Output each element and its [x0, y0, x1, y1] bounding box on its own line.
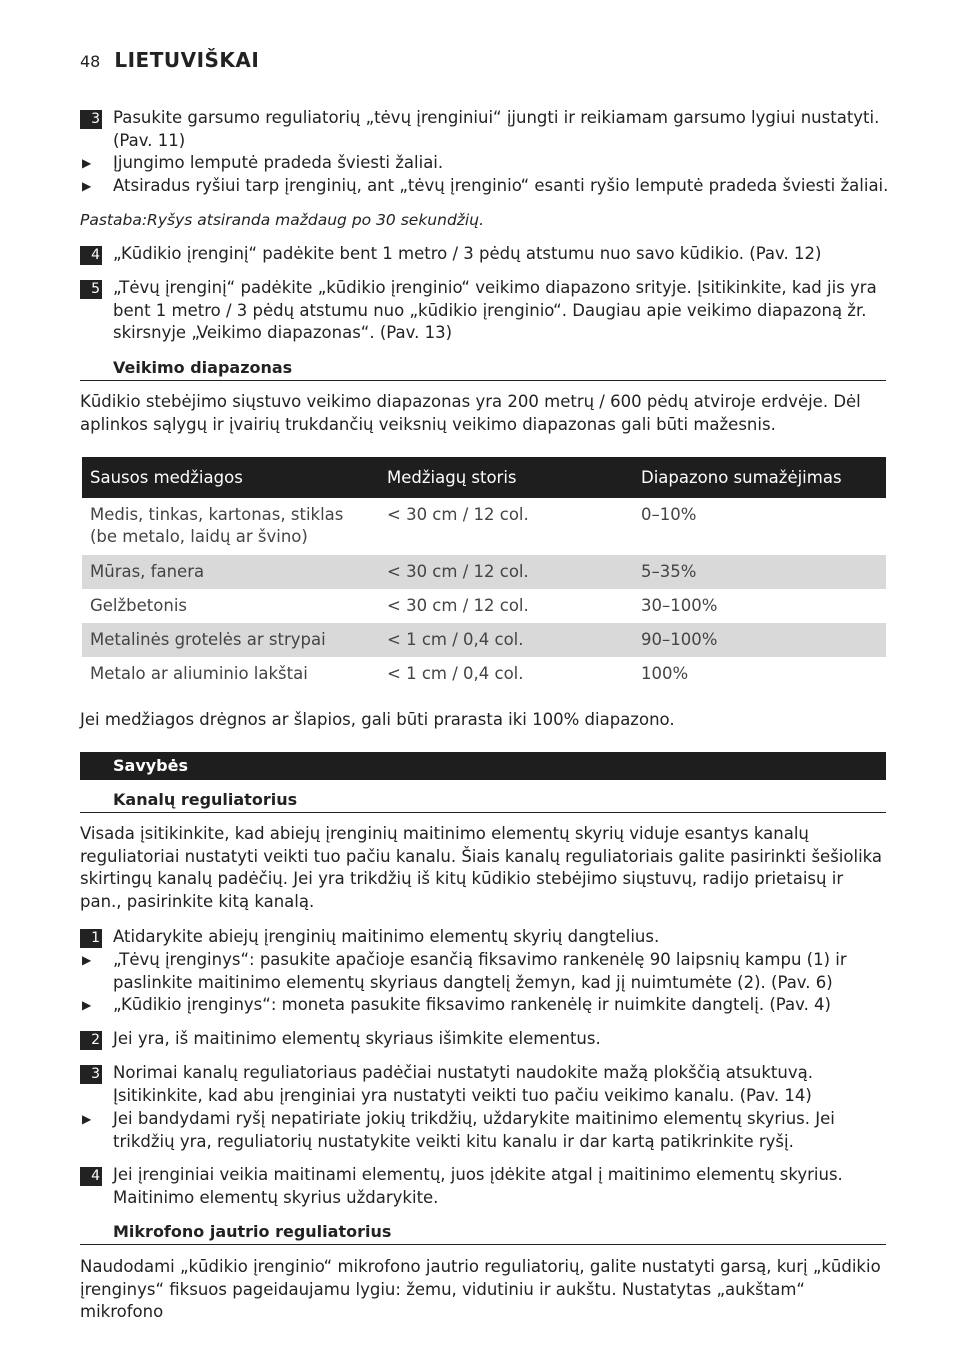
section-subheading: Kanalų reguliatorius: [80, 789, 886, 813]
bullet-text: Įjungimo lemputė pradeda šviesti žaliai.: [113, 153, 444, 172]
table-header-cell: Diapazono sumažėjimas: [633, 457, 886, 498]
table-cell: Metalo ar aliuminio lakštai: [90, 664, 308, 683]
step-number: 3: [80, 1065, 102, 1084]
paragraph: Kūdikio stebėjimo siųstuvo veikimo diapazonas yra 200 metrų / 600 pėdų atviroje erdvėje. Dėl aplinkos sąlygų ir įvairių trukdančių veiksnių veikimo diapazonas gali būti mažesnis.: [80, 392, 861, 434]
section-subheading: Mikrofono jautrio reguliatorius: [80, 1221, 886, 1245]
bullet-text: Jei bandydami ryšį nepatiriate jokių trikdžių, uždarykite maitinimo elementų skyrius. Jei trikdžių yra, reguliatorių nustatykite veikti kitu kanalu ir dar kartą patikrinkite ryšį.: [113, 1109, 835, 1151]
paragraph: Visada įsitikinkite, kad abiejų įrenginių maitinimo elementų skyrių viduje esantys kanalų reguliatoriai nustatyti veikti tuo pačiu kanalu. Šiais kanalų reguliatoriais galite pasirinkti šešiolika skirtingų kanalų padėčių. Jei yra trikdžių iš kitų kūdikio stebėjimo siųstuvų, radijo prietaisų ir pan., pasirinkite kitą kanalą.: [80, 824, 883, 911]
note-text: Pastaba:Ryšys atsiranda maždaug po 30 sekundžių.: [80, 211, 484, 229]
language-title: LIETUVIŠKAI: [114, 48, 260, 72]
table-cell: Medis, tinkas, kartonas, stiklas (be metalo, laidų ar švino): [90, 505, 344, 546]
bullet-text: „Kūdikio įrenginys“: moneta pasukite fiksavimo rankenėlę ir nuimkite dangtelį. (Pav. 4): [113, 995, 831, 1014]
step-number: 4: [80, 246, 102, 265]
table-header-cell: Medžiagų storis: [379, 457, 633, 498]
step-number: 2: [80, 1031, 102, 1050]
step-text: „Tėvų įrenginį“ padėkite „kūdikio įrenginio“ veikimo diapazono srityje. Įsitikinkite, kad jis yra bent 1 metro / 3 pėdų atstumu nuo „kūdikio įrenginio“. Daugiau apie veikimo diapazoną žr. skirsnyje „Veikimo diapazonas“. (Pav. 13): [113, 278, 877, 342]
table-cell: < 30 cm / 12 col.: [387, 505, 529, 524]
bullet-icon: ▶: [82, 179, 92, 193]
table-row: [82, 555, 886, 589]
table-cell: 30–100%: [641, 596, 718, 615]
page-number: 48: [80, 52, 101, 71]
table-header-cell: Sausos medžiagos: [82, 457, 379, 498]
table-header-row: [82, 457, 886, 498]
table-cell: 0–10%: [641, 505, 697, 524]
bullet-text: „Tėvų įrenginys“: pasukite apačioje esančią fiksavimo rankenėlę 90 laipsnių kampu (1) ir paslinkite maitinimo elementų skyriaus dangtelį žemyn, kad jį nuimtumėte (2). (Pav. 6): [113, 950, 847, 992]
step-text: „Kūdikio įrenginį“ padėkite bent 1 metro / 3 pėdų atstumu nuo savo kūdikio. (Pav. 12): [113, 244, 822, 263]
step-text: Jei yra, iš maitinimo elementų skyriaus išimkite elementus.: [113, 1029, 601, 1048]
step-text: Norimai kanalų reguliatoriaus padėčiai nustatyti naudokite mažą plokščią atsuktuvą. Įsitikinkite, kad abu įrenginiai yra nustatyti veikti tuo pačiu veikimo kanalu. (Pav. 14): [113, 1063, 813, 1105]
step-number: 1: [80, 929, 102, 948]
step-text: Pasukite garsumo reguliatorių „tėvų įrenginiui“ įjungti ir reikiamam garsumo lygiui nustatyti. (Pav. 11): [113, 108, 880, 150]
table-cell: 90–100%: [633, 623, 886, 657]
range-table: [82, 457, 886, 691]
bullet-icon: ▶: [82, 953, 92, 967]
table-row: [82, 657, 886, 691]
section-heading: Savybės: [80, 752, 886, 780]
step-number: 4: [80, 1167, 102, 1186]
step-text: Jei įrenginiai veikia maitinami elementų, juos įdėkite atgal į maitinimo elementų skyrius. Maitinimo elementų skyrius uždarykite.: [113, 1165, 843, 1207]
table-cell: 100%: [641, 664, 689, 683]
page-header: [80, 48, 259, 72]
table-row: [82, 498, 886, 555]
table-cell: 5–35%: [633, 555, 886, 589]
step-number: 5: [80, 280, 102, 299]
bullet-text: Atsiradus ryšiui tarp įrenginių, ant „tėvų įrenginio“ esanti ryšio lemputė pradeda šviesti žaliai.: [113, 176, 889, 195]
table-row: [82, 623, 886, 657]
table-cell: Metalinės grotelės ar strypai: [82, 623, 379, 657]
bullet-icon: ▶: [82, 1112, 92, 1126]
table-cell: < 1 cm / 0,4 col.: [387, 664, 524, 683]
table-cell: < 1 cm / 0,4 col.: [379, 623, 633, 657]
bullet-icon: ▶: [82, 998, 92, 1012]
paragraph: Jei medžiagos drėgnos ar šlapios, gali būti prarasta iki 100% diapazono.: [80, 710, 675, 729]
step-number: 3: [80, 110, 102, 129]
step-text: Atidarykite abiejų įrenginių maitinimo elementų skyrių dangtelius.: [113, 927, 660, 946]
bullet-icon: ▶: [82, 156, 92, 170]
table-cell: Mūras, fanera: [82, 555, 379, 589]
section-subheading: Veikimo diapazonas: [80, 357, 886, 381]
table-cell: < 30 cm / 12 col.: [379, 555, 633, 589]
table-row: [82, 589, 886, 623]
table-cell: Gelžbetonis: [90, 596, 188, 615]
paragraph: Naudodami „kūdikio įrenginio“ mikrofono jautrio reguliatorių, galite nustatyti garsą, kurį „kūdikio įrenginys“ fiksuos pageidaujamu lygiu: žemu, vidutiniu ir aukštu. Nustatytas „aukštam“ mikrofono: [80, 1257, 881, 1321]
table-cell: < 30 cm / 12 col.: [387, 596, 529, 615]
